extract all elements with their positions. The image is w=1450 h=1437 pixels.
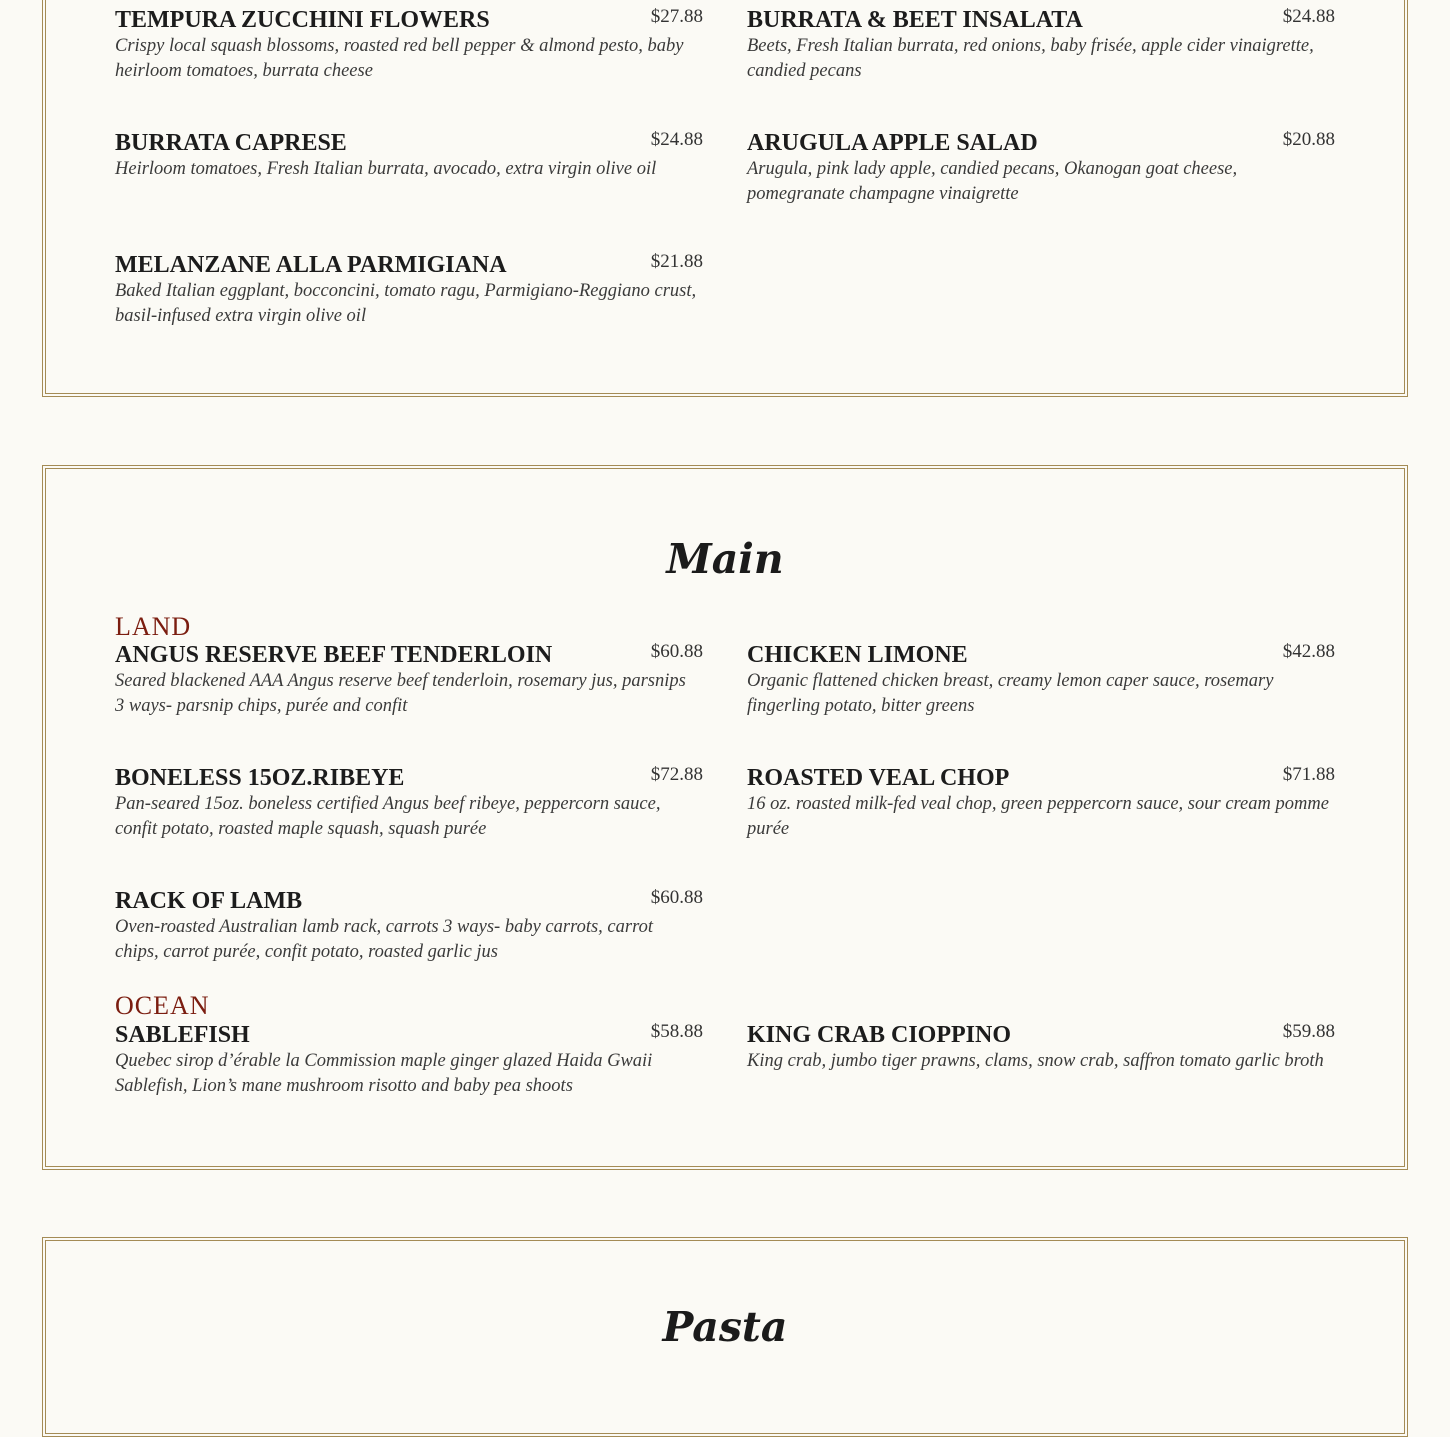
item-price: $58.88 bbox=[650, 1021, 703, 1042]
item-name: ROASTED VEAL CHOP bbox=[747, 765, 1010, 791]
item-price: $21.88 bbox=[650, 251, 703, 272]
item-description: 16 oz. roasted milk-fed veal chop, green peppercorn sauce, sour cream pomme purée bbox=[747, 794, 1329, 839]
menu-item bbox=[747, 1021, 1335, 1074]
item-description: Organic flattened chicken breast, creamy lemon caper sauce, rosemary fingerling potato, bitter greens bbox=[747, 671, 1274, 716]
item-name: KING CRAB CIOPPINO bbox=[747, 1022, 1012, 1048]
item-description: Seared blackened AAA Angus reserve beef tenderloin, rosemary jus, parsnips 3 ways- parsnip chips, purée and confit bbox=[115, 671, 686, 716]
menu-item bbox=[747, 641, 1335, 719]
item-description: Quebec sirop d’érable la Commission maple ginger glazed Haida Gwaii Sablefish, Lion’s mane mushroom risotto and baby pea shoots bbox=[115, 1051, 653, 1096]
item-name: SABLEFISH bbox=[115, 1022, 250, 1048]
menu-item bbox=[115, 764, 703, 842]
pasta-section-panel bbox=[42, 1237, 1408, 1437]
section-title: Pasta bbox=[662, 1303, 788, 1351]
item-description: King crab, jumbo tiger prawns, clams, snow crab, saffron tomato garlic broth bbox=[747, 1051, 1324, 1071]
item-name: ARUGULA APPLE SALAD bbox=[747, 130, 1038, 156]
item-price: $60.88 bbox=[650, 887, 703, 908]
menu-item bbox=[115, 641, 703, 719]
item-price: $24.88 bbox=[1282, 6, 1335, 27]
item-name: BURRATA & BEET INSALATA bbox=[747, 7, 1083, 33]
item-name: CHICKEN LIMONE bbox=[747, 642, 968, 668]
item-name: ANGUS RESERVE BEEF TENDERLOIN bbox=[115, 642, 553, 668]
item-description: Beets, Fresh Italian burrata, red onions, baby frisée, apple cider vinaigrette, candied pecans bbox=[747, 36, 1314, 81]
item-price: $72.88 bbox=[650, 764, 703, 785]
item-price: $20.88 bbox=[1282, 129, 1335, 150]
item-description: Heirloom tomatoes, Fresh Italian burrata, avocado, extra virgin olive oil bbox=[115, 159, 657, 179]
item-price: $71.88 bbox=[1282, 764, 1335, 785]
menu-item bbox=[115, 1021, 703, 1099]
item-description: Baked Italian eggplant, bocconcini, tomato ragu, Parmigiano-Reggiano crust, basil-infused extra virgin olive oil bbox=[115, 281, 697, 326]
item-name: BONELESS 15OZ.RIBEYE bbox=[115, 765, 405, 791]
item-description: Oven-roasted Australian lamb rack, carrots 3 ways- baby carrots, carrot chips, carrot purée, confit potato, roasted garlic jus bbox=[115, 917, 653, 962]
menu-item bbox=[115, 6, 703, 84]
main-section-panel bbox=[42, 465, 1408, 1170]
section-title: Main bbox=[666, 535, 784, 583]
item-price: $59.88 bbox=[1282, 1021, 1335, 1042]
category-label-ocean: OCEAN bbox=[115, 991, 210, 1020]
item-name: RACK OF LAMB bbox=[115, 888, 303, 914]
menu-item bbox=[115, 251, 703, 329]
menu-item bbox=[115, 887, 703, 965]
menu-item bbox=[747, 6, 1335, 84]
category-label-land: LAND bbox=[115, 612, 192, 641]
item-name: MELANZANE ALLA PARMIGIANA bbox=[115, 252, 507, 278]
item-description: Crispy local squash blossoms, roasted red bell pepper & almond pesto, baby heirloom tomatoes, burrata cheese bbox=[115, 36, 684, 81]
item-price: $24.88 bbox=[650, 129, 703, 150]
item-price: $60.88 bbox=[650, 641, 703, 662]
item-name: BURRATA CAPRESE bbox=[115, 130, 347, 156]
item-description: Pan-seared 15oz. boneless certified Angus beef ribeye, peppercorn sauce, confit potato, roasted maple squash, squash purée bbox=[115, 794, 661, 839]
item-price: $27.88 bbox=[650, 6, 703, 27]
menu-item bbox=[115, 129, 703, 182]
item-description: Arugula, pink lady apple, candied pecans, Okanogan goat cheese, pomegranate champagne vinaigrette bbox=[747, 159, 1238, 204]
item-name: TEMPURA ZUCCHINI FLOWERS bbox=[115, 7, 490, 33]
menu-item bbox=[747, 129, 1335, 207]
menu-item bbox=[747, 764, 1335, 842]
item-price: $42.88 bbox=[1282, 641, 1335, 662]
appetizer-section-panel bbox=[42, 0, 1408, 397]
